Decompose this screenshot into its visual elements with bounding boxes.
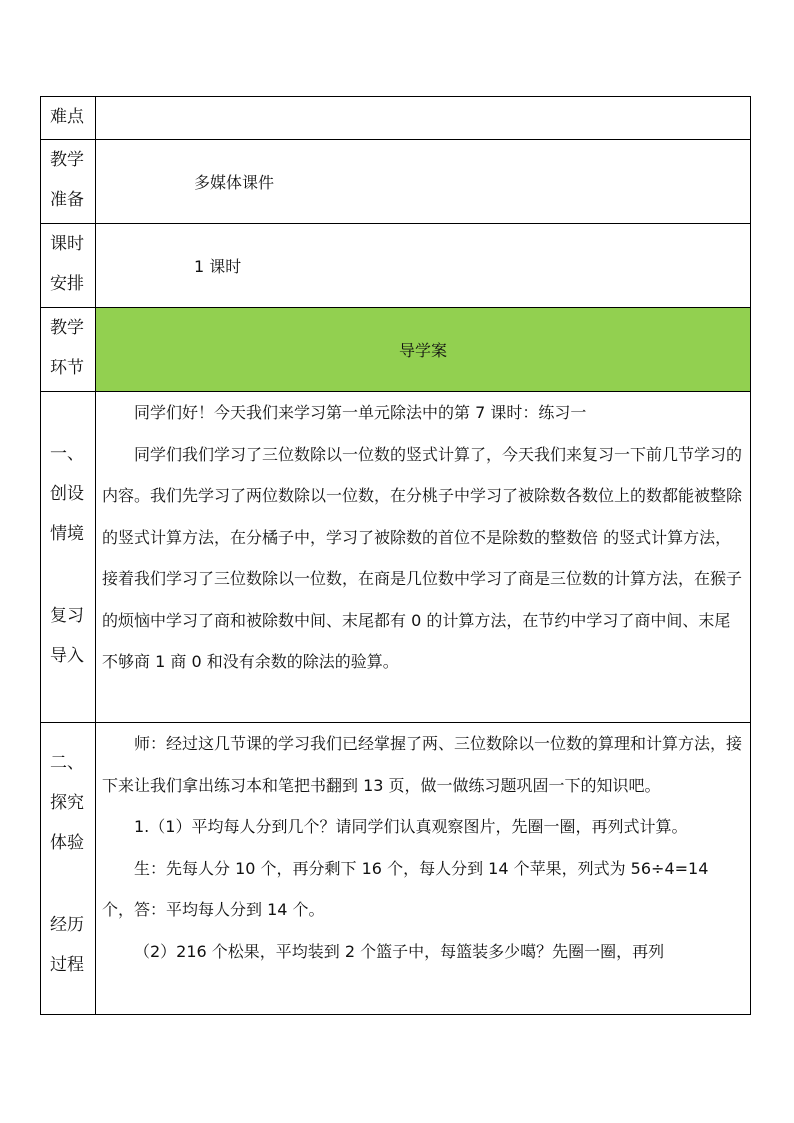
section1-label-cell [41, 392, 96, 723]
section2-para3: 生：先每人分 10 个，再分剩下 16 个，每人分到 14 个苹果，列式为 56÷4=14 个，答：平均每人分到 14 个。 [102, 858, 709, 919]
section2-content [96, 723, 751, 1015]
section1-content [96, 392, 751, 723]
section1-para2: 同学们我们学习了三位数除以一位数的竖式计算了，今天我们来复习一下前几节学习的内容。我们先学习了两位数除以一位数，在分桃子中学习了被除数各数位上的数都能被整除的竖式计算方法，在分橘子中，学习了被除数的首位不是除数的整数倍 的竖式计算方法，接着我们学习了三位数除以一位数，在商是几位数中学习了商是三位数的计算方法，在猴子的烦恼中学习了商和被除数中间、末尾都有 0 的计算方法，在节约中学习了商中间、末尾不够商 1 商 0 和没有余数的除法的验算。 [102, 444, 743, 671]
section1-row [41, 392, 751, 723]
stage-label-line2: 环节 [50, 358, 84, 378]
difficulty-label-cell [41, 97, 96, 140]
section2-label-line4: 经历 [50, 915, 84, 935]
prep-content-cell [96, 140, 751, 224]
time-label-line1: 课时 [50, 234, 84, 254]
prep-label-cell [41, 140, 96, 224]
stage-row [41, 308, 751, 392]
stage-label-line1: 教学 [50, 318, 84, 338]
section1-label-line2: 创设 [50, 484, 84, 504]
section2-para1: 师：经过这几节课的学习我们已经掌握了两、三位数除以一位数的算理和计算方法，接下来让我们拿出练习本和笔把书翻到 13 页，做一做练习题巩固一下的知识吧。 [102, 734, 743, 795]
lesson-plan-table [40, 96, 751, 1015]
section2-para2: 1.（1）平均每人分到几个？请同学们认真观察图片，先圈一圈，再列式计算。 [134, 817, 688, 836]
section2-label-line2: 探究 [50, 793, 84, 813]
section1-label-line3: 情境 [50, 524, 84, 544]
prep-row [41, 140, 751, 224]
time-row [41, 224, 751, 308]
section1-para1: 同学们好！今天我们来学习第一单元除法中的第 7 课时：练习一 [134, 403, 587, 422]
time-label-cell [41, 224, 96, 308]
difficulty-content [96, 97, 751, 140]
difficulty-row [41, 97, 751, 140]
time-content: 1 课时 [194, 257, 242, 276]
section2-label-line3: 体验 [50, 833, 84, 853]
prep-label-line1: 教学 [50, 150, 84, 170]
stage-content-cell [96, 308, 751, 392]
section2-label-line1: 二、 [50, 753, 84, 773]
time-label-line2: 安排 [50, 274, 84, 294]
section1-label-line4: 复习 [50, 606, 84, 626]
section2-para4: （2）216 个松果，平均装到 2 个篮子中，每篮装多少噶？先圈一圈，再列 [134, 941, 665, 961]
section1-label-line5: 导入 [50, 646, 84, 666]
section1-label-line1: 一、 [50, 444, 84, 464]
time-content-cell [96, 224, 751, 308]
prep-label-line2: 准备 [50, 190, 84, 210]
section2-label-line5: 过程 [50, 955, 84, 975]
difficulty-label: 难点 [50, 107, 84, 127]
section2-label-cell [41, 723, 96, 1015]
stage-label-cell [41, 308, 96, 392]
prep-content: 多媒体课件 [194, 173, 275, 192]
stage-content: 导学案 [398, 341, 447, 360]
section2-row [41, 723, 751, 1015]
